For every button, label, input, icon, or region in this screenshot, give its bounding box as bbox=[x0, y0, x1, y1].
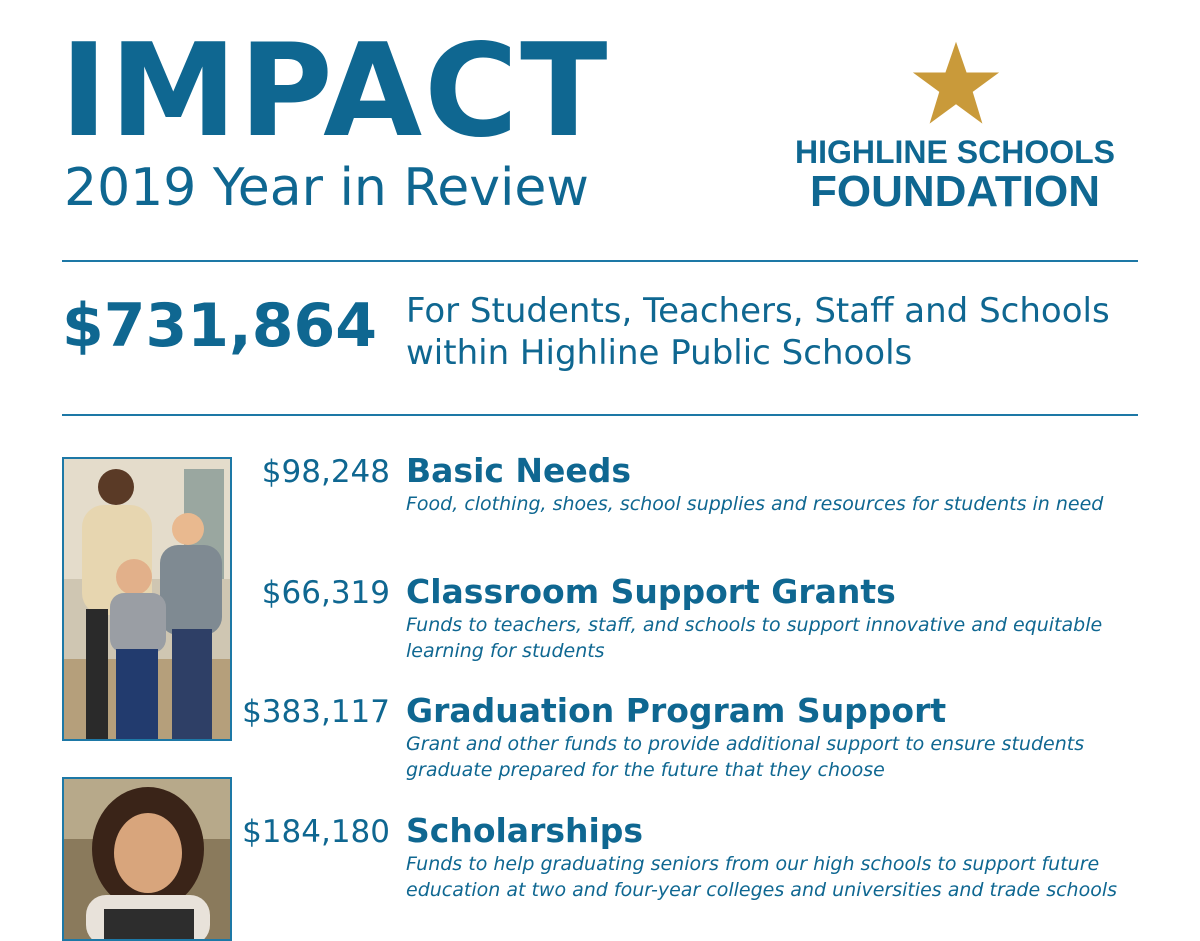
impact-description-line: graduate prepared for the future that they choose bbox=[406, 759, 885, 781]
foundation-logo bbox=[760, 40, 1160, 220]
impact-description-line: education at two and four-year colleges and universities and trade schools bbox=[406, 879, 1118, 901]
impact-description bbox=[406, 491, 1146, 517]
star-icon bbox=[912, 40, 1000, 128]
page-title: IMPACT bbox=[60, 17, 610, 166]
impact-title: Classroom Support Grants bbox=[406, 572, 896, 611]
total-description-line: For Students, Teachers, Staff and Schools bbox=[406, 291, 1110, 331]
impact-amount: $383,117 bbox=[242, 694, 390, 730]
student-portrait-photo-image bbox=[64, 779, 230, 939]
logo-text-line1: HIGHLINE SCHOOLS bbox=[794, 134, 1115, 170]
students-staff-photo-image bbox=[64, 459, 230, 739]
impact-description-line: Food, clothing, shoes, school supplies and resources for students in need bbox=[406, 493, 1104, 515]
impact-title: Graduation Program Support bbox=[406, 691, 947, 730]
impact-amount: $184,180 bbox=[242, 814, 390, 850]
divider bbox=[62, 260, 1138, 262]
impact-description-line: Grant and other funds to provide additional support to ensure students bbox=[406, 733, 1085, 755]
impact-description bbox=[406, 851, 1146, 903]
impact-description-line: learning for students bbox=[406, 640, 605, 662]
impact-amount: $66,319 bbox=[261, 575, 390, 611]
impact-amount: $98,248 bbox=[261, 454, 390, 490]
impact-title: Scholarships bbox=[406, 811, 644, 850]
page-subtitle: 2019 Year in Review bbox=[64, 158, 589, 218]
divider bbox=[62, 414, 1138, 416]
impact-description bbox=[406, 731, 1146, 783]
logo-text-line2: FOUNDATION bbox=[809, 167, 1101, 216]
students-staff-photo bbox=[62, 457, 232, 741]
total-description-line: within Highline Public Schools bbox=[406, 333, 913, 373]
total-amount: $731,864 bbox=[62, 291, 378, 361]
total-description bbox=[406, 290, 1110, 374]
impact-description-line: Funds to help graduating seniors from our high schools to support future bbox=[406, 853, 1100, 875]
impact-description bbox=[406, 612, 1146, 664]
impact-title: Basic Needs bbox=[406, 451, 632, 490]
student-portrait-photo bbox=[62, 777, 232, 941]
impact-description-line: Funds to teachers, staff, and schools to support innovative and equitable bbox=[406, 614, 1103, 636]
